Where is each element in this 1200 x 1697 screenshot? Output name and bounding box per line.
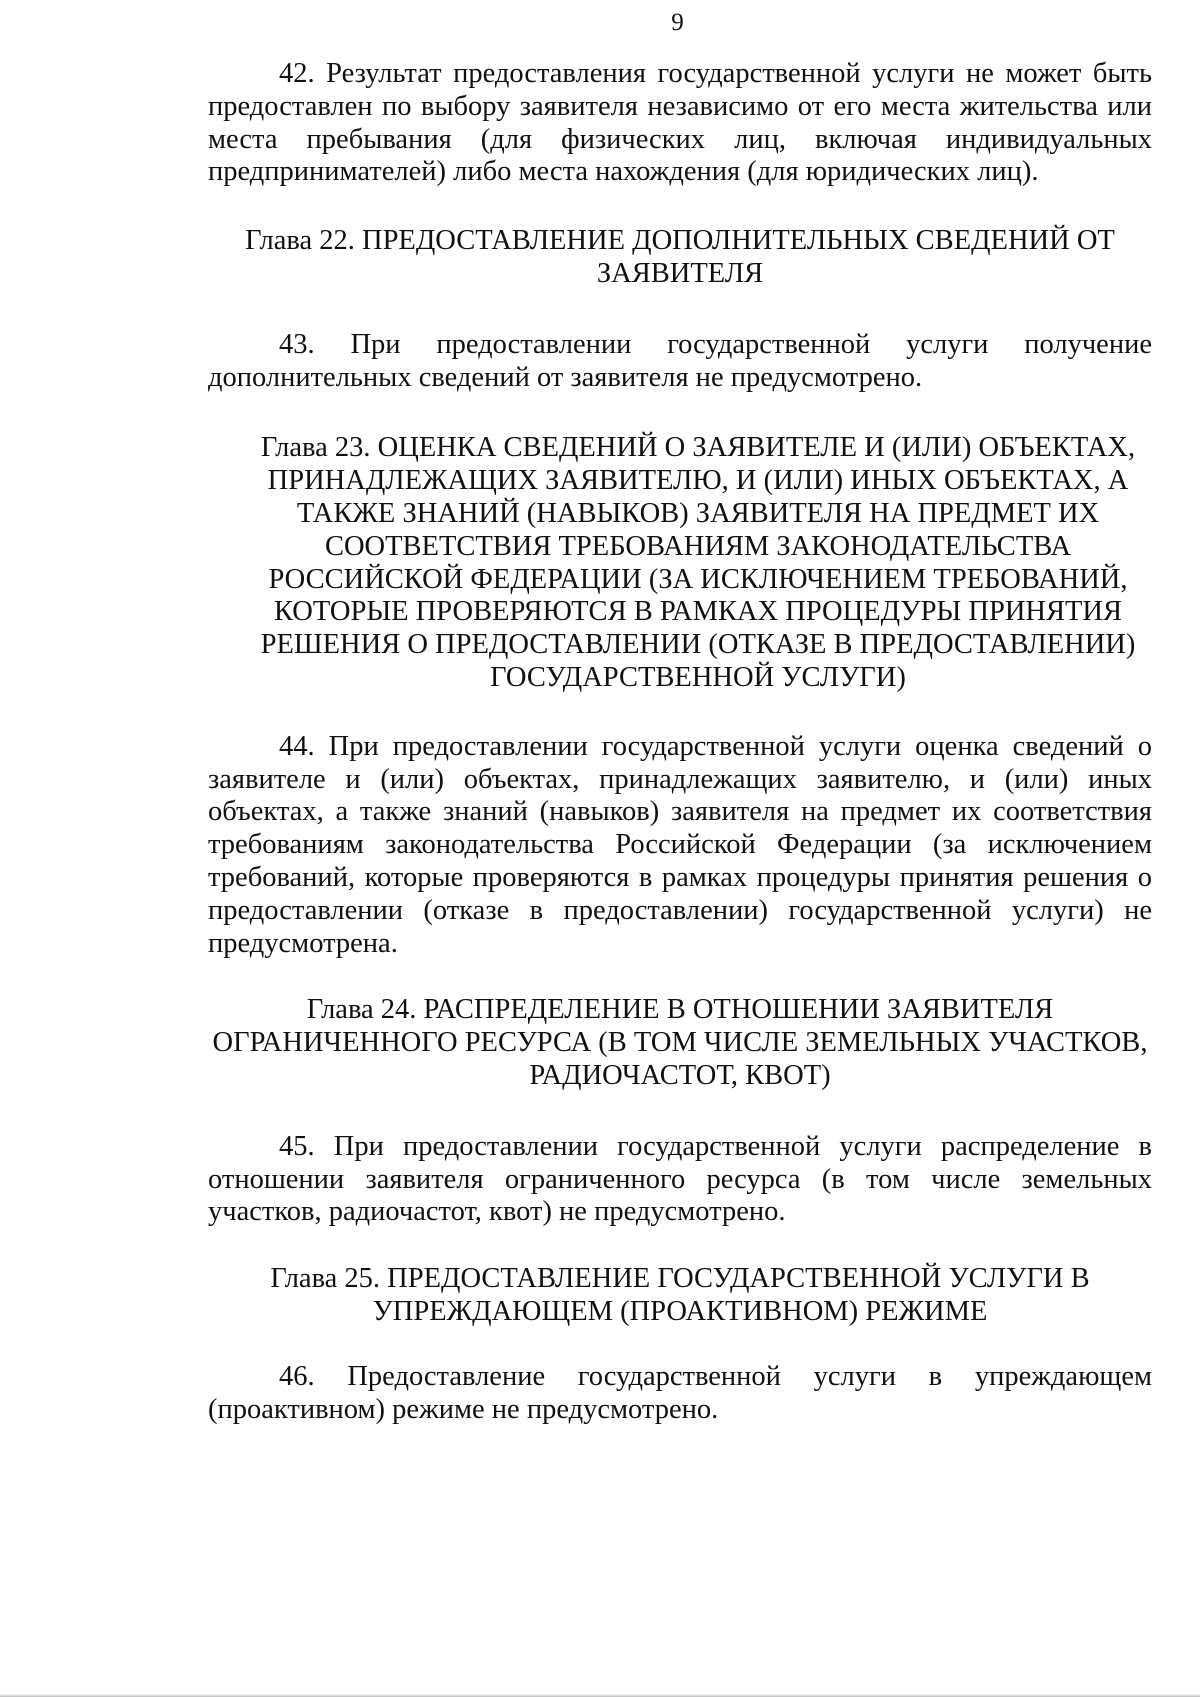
heading-line: РОССИЙСКОЙ ФЕДЕРАЦИИ (ЗА ИСКЛЮЧЕНИЕМ ТРЕБОВАНИЙ, — [268, 563, 1128, 595]
heading-line: ПРИНАДЛЕЖАЩИХ ЗАЯВИТЕЛЮ, И (ИЛИ) ИНЫХ ОБЪЕКТАХ, А — [267, 465, 1129, 497]
page-number: 9 — [671, 9, 684, 36]
heading-line: КОТОРЫЕ ПРОВЕРЯЮТСЯ В РАМКАХ ПРОЦЕДУРЫ ПРИНЯТИЯ — [273, 596, 1123, 628]
heading-line: РЕШЕНИЯ О ПРЕДОСТАВЛЕНИИ (ОТКАЗЕ В ПРЕДОСТАВЛЕНИИ) — [260, 629, 1136, 661]
paragraph-42: 42. Результат предоставления государственной услуги не может быть предоставлен по выбору заявителя независимо от его места жительства или места пребывания (для физических лиц, включая индивидуальных предпринимателей) либо места нахождения (для юридических лиц). — [208, 58, 1152, 188]
paragraph-43: 43. При предоставлении государственной услуги получение дополнительных сведений от заявителя не предусмотрено. — [208, 328, 1152, 393]
heading-line: Глава 24. РАСПРЕДЕЛЕНИЕ В ОТНОШЕНИИ ЗАЯВИТЕЛЯ — [306, 994, 1054, 1026]
heading-line: УПРЕЖДАЮЩЕМ (ПРОАКТИВНОМ) РЕЖИМЕ — [372, 1295, 988, 1327]
paragraph-46: 46. Предоставление государственной услуги в упреждающем (проактивном) режиме не предусмотрено. — [208, 1360, 1152, 1425]
heading-line: СООТВЕТСТВИЯ ТРЕБОВАНИЯМ ЗАКОНОДАТЕЛЬСТВА — [324, 530, 1072, 562]
heading-line: Глава 23. ОЦЕНКА СВЕДЕНИЙ О ЗАЯВИТЕЛЕ И (ИЛИ) ОБЪЕКТАХ, — [260, 432, 1136, 464]
heading-chapter-24 — [208, 994, 1152, 1092]
paragraph-45: 45. При предоставлении государственной услуги распределение в отношении заявителя ограниченного ресурса (в том числе земельных участков, радиочастот, квот) не предусмотрено. — [208, 1130, 1152, 1228]
heading-line: ГОСУДАРСТВЕННОЙ УСЛУГИ) — [490, 661, 906, 693]
heading-line: ТАКЖЕ ЗНАНИЙ (НАВЫКОВ) ЗАЯВИТЕЛЯ НА ПРЕДМЕТ ИХ — [296, 497, 1100, 529]
heading-line: Глава 22. ПРЕДОСТАВЛЕНИЕ ДОПОЛНИТЕЛЬНЫХ СВЕДЕНИЙ ОТ — [245, 225, 1115, 257]
heading-line: ЗАЯВИТЕЛЯ — [596, 257, 764, 289]
heading-chapter-22 — [208, 225, 1152, 291]
heading-line: РАДИОЧАСТОТ, КВОТ) — [529, 1059, 831, 1091]
heading-chapter-23 — [208, 432, 1152, 694]
heading-line: ОГРАНИЧЕННОГО РЕСУРСА (В ТОМ ЧИСЛЕ ЗЕМЕЛЬНЫХ УЧАСТКОВ, — [212, 1027, 1148, 1059]
heading-line: Глава 25. ПРЕДОСТАВЛЕНИЕ ГОСУДАРСТВЕННОЙ УСЛУГИ В — [270, 1263, 1090, 1295]
document-body — [208, 58, 1152, 1426]
heading-chapter-25 — [208, 1263, 1152, 1329]
paragraph-44: 44. При предоставлении государственной услуги оценка сведений о заявителе и (или) объектах, принадлежащих заявителю, и (или) иных объектах, а также знаний (навыков) заявителя на предмет их соответствия требованиям законодательства Российской Федерации (за исключением требований, которые проверяются в рамках процедуры принятия решения о предоставлении (отказе в предоставлении) государственной услуги) не предусмотрена. — [208, 730, 1152, 959]
